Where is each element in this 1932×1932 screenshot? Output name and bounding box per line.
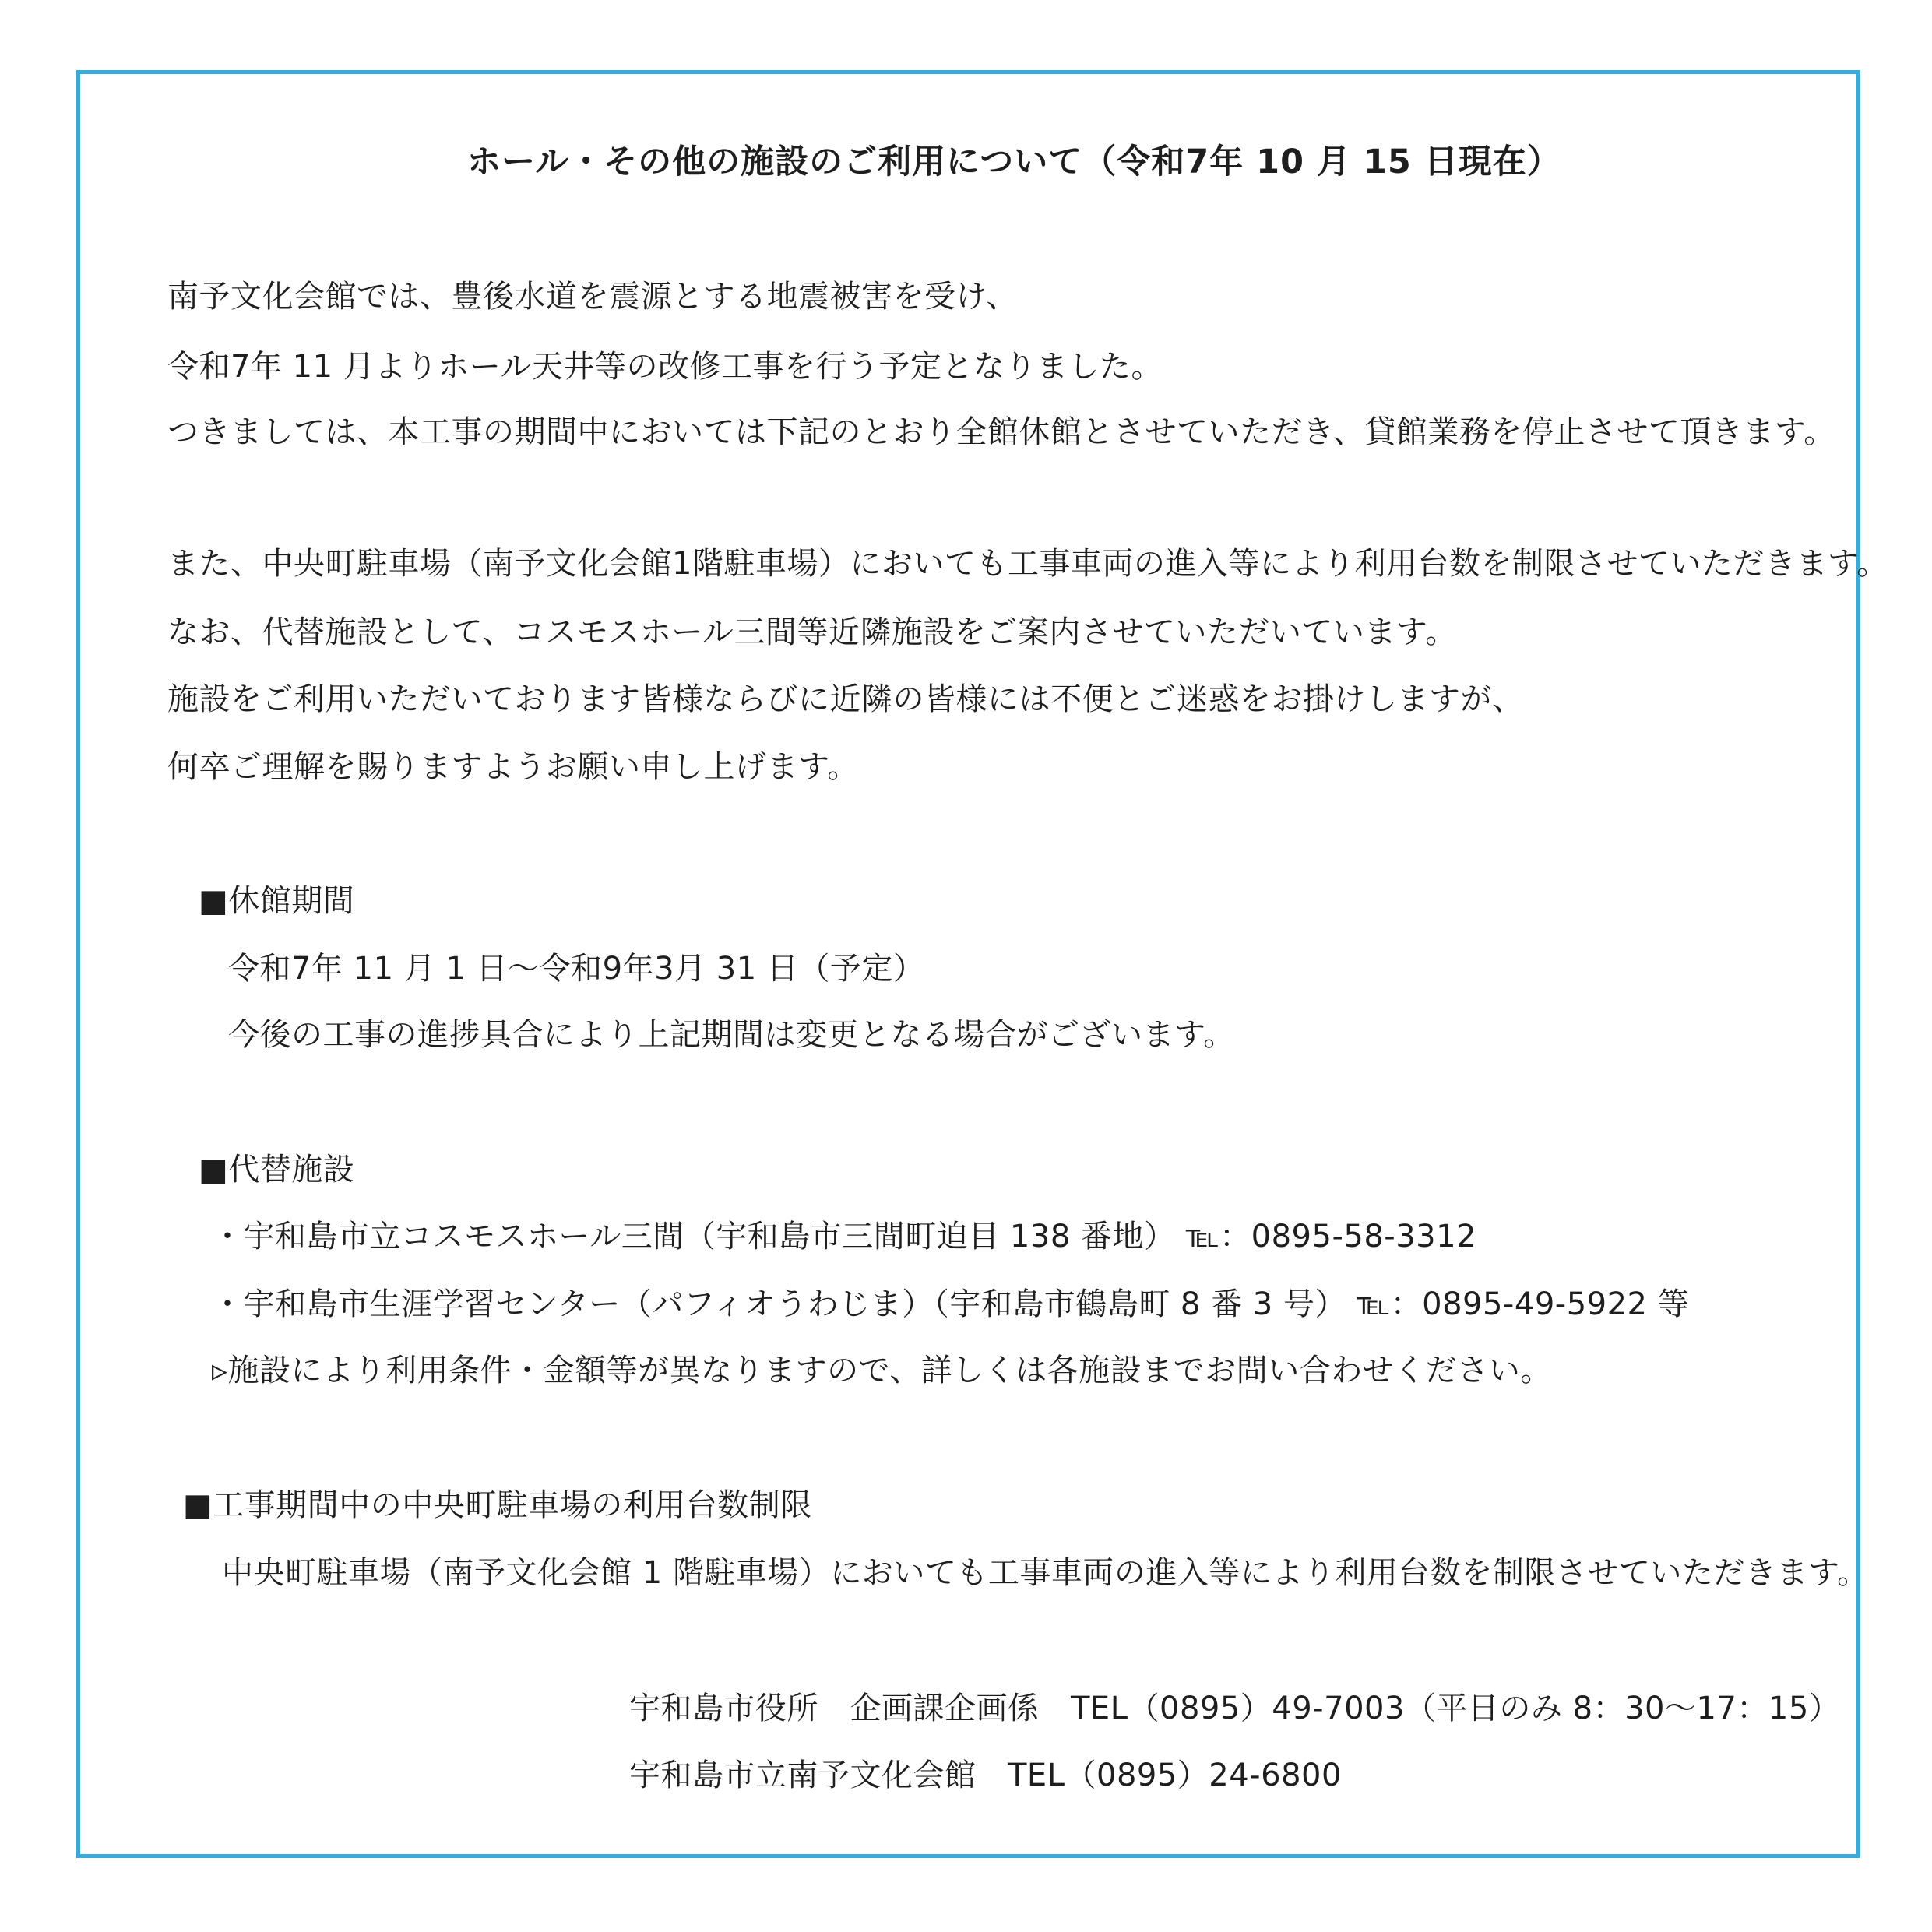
parking-text: 中央町駐車場（南予文化会館 1 階駐車場）においても工事車両の進入等により利用台数を制限させていただきます。 [222,1555,1869,1591]
closure-heading: ■休館期間 [199,883,355,919]
alternative-facility-2: ・宇和島市生涯学習センター（パフィオうわじま）（宇和島市鶴島町 8 番 3 号） ℡：0895-49-5922 等 [212,1286,1690,1322]
alternatives-note: ▹施設により利用条件・金額等が異なりますので、詳しくは各施設までお問い合わせください。 [212,1353,1552,1388]
paragraph2-line-4: 何卒ご理解を賜りますようお願い申し上げます。 [167,749,859,785]
closure-period: 令和7年 11 月 1 日～令和9年3月 31 日（予定） [228,951,925,987]
paragraph2-line-3: 施設をご利用いただいております皆様ならびに近隣の皆様には不便とご迷惑をお掛けしますが、 [167,681,1524,717]
paragraph2-line-1: また、中央町駐車場（南予文化会館1階駐車場）においても工事車両の進入等により利用台数を制限させていただきます。 [167,546,1888,582]
paragraph2-line-2: なお、代替施設として、コスモスホール三間等近隣施設をご案内させていただいています。 [167,614,1457,650]
contact-city-office: 宇和島市役所 企画課企画係 TEL（0895）49-7003（平日のみ 8：30～17：15） [629,1691,1841,1726]
closure-note: 今後の工事の進捗具合により上記期間は変更となる場合がございます。 [228,1017,1235,1053]
intro-line-3: つきましては、本工事の期間中においては下記のとおり全館休館とさせていただき、貸館業務を停止させて頂きます。 [167,414,1835,450]
parking-heading: ■工事期間中の中央町駐車場の利用台数制限 [183,1487,812,1523]
intro-line-2: 令和7年 11 月よりホール天井等の改修工事を行う予定となりました。 [167,349,1163,385]
intro-line-1: 南予文化会館では、豊後水道を震源とする地震被害を受け、 [167,279,1018,315]
contact-culture-hall: 宇和島市立南予文化会館 TEL（0895）24-6800 [629,1758,1342,1793]
alternative-facility-1: ・宇和島市立コスモスホール三間（宇和島市三間町迫目 138 番地） ℡：0895-58-3312 [212,1219,1477,1255]
notice-title: ホール・その他の施設のご利用について（令和7年 10 月 15 日現在） [467,143,1561,181]
alternatives-heading: ■代替施設 [199,1152,355,1188]
